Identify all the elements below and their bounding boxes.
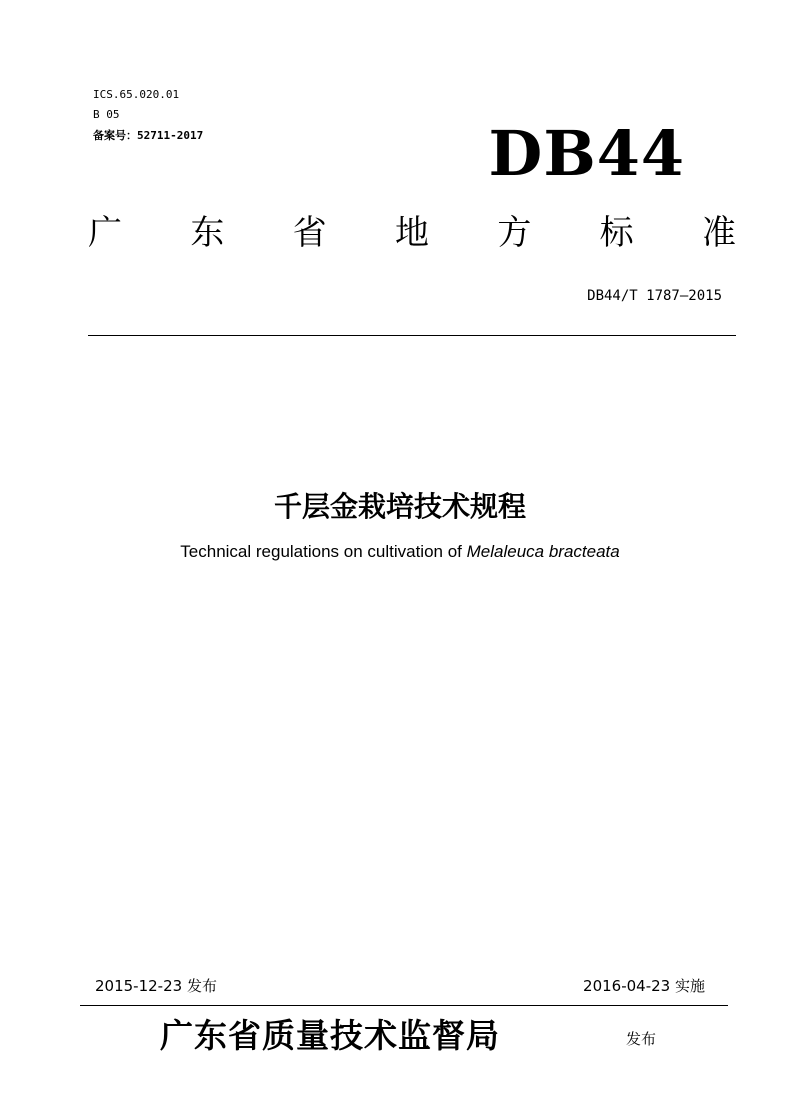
standard-type-heading	[88, 210, 736, 256]
title-english-prefix: Technical regulations on cultivation of	[180, 542, 467, 561]
issuing-action: 发布	[626, 1030, 657, 1048]
issuing-authority: 广东省质量技术监督局	[160, 1016, 500, 1055]
implementation-date: 2016-04-23 实施	[583, 977, 705, 995]
top-divider	[88, 335, 736, 336]
issue-date: 2015-12-23 发布	[95, 977, 217, 995]
standard-code-logo: DB44	[488, 117, 685, 190]
ccs-code: B 05	[93, 108, 120, 121]
standard-number: DB44/T 1787—2015	[587, 288, 722, 304]
ics-code: ICS.65.020.01	[93, 88, 180, 101]
standard-type-char: 准	[701, 213, 736, 253]
standard-type-char: 东	[190, 213, 225, 253]
document-title-chinese: 千层金栽培技术规程	[273, 490, 526, 523]
standard-type-char: 广	[88, 213, 122, 253]
standard-type-char: 标	[599, 213, 634, 253]
title-species-name: Melaleuca bracteata	[466, 542, 620, 561]
standard-type-char: 省	[292, 213, 327, 253]
bottom-divider	[80, 1005, 728, 1006]
standard-type-char: 方	[497, 213, 532, 253]
standard-type-char: 地	[394, 213, 429, 253]
document-title-english	[0, 541, 800, 563]
record-number: 备案号：52711-2017	[93, 129, 204, 142]
